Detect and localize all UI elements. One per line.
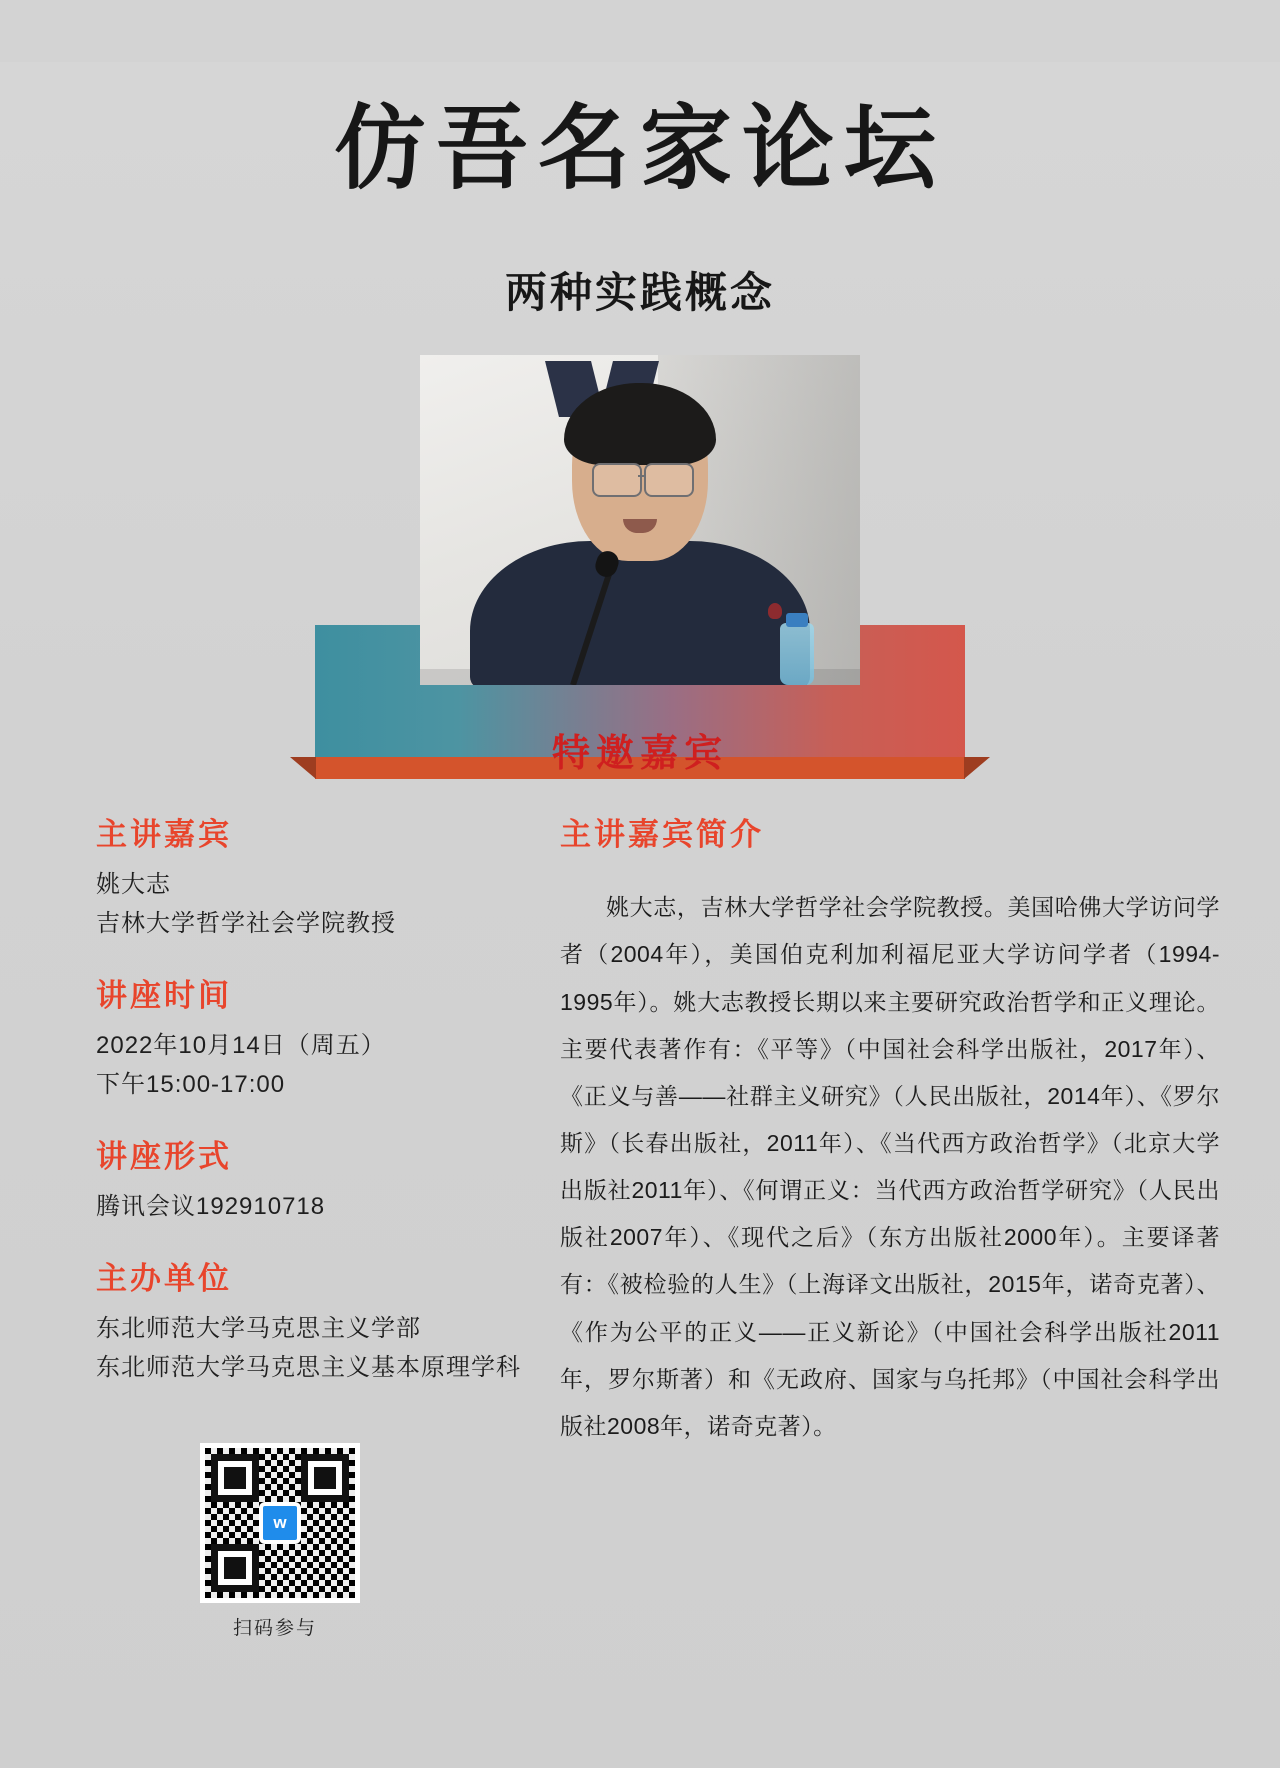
speaker-affiliation: 吉林大学哲学社会学院教授 — [96, 910, 396, 938]
guest-badge: 特邀嘉宾 — [551, 731, 728, 776]
wechat-icon: w — [259, 1502, 301, 1544]
poster-body — [0, 785, 1280, 1640]
qr-eye-top-right — [301, 1454, 349, 1502]
format-heading: 讲座形式 — [96, 1138, 232, 1175]
qr-eye-top-left — [211, 1454, 259, 1502]
bio-column — [560, 803, 1280, 1640]
speaker-photo-area — [0, 355, 1280, 785]
bio-heading: 主讲嘉宾简介 — [560, 817, 764, 854]
qr-code[interactable] — [200, 1443, 360, 1603]
qr-caption: 扫码参与 — [232, 1618, 317, 1640]
time-heading: 讲座时间 — [96, 978, 232, 1015]
lecture-date: 2022年10月14日（周五） — [96, 1032, 386, 1060]
page-title: 仿吾名家论坛 — [333, 93, 946, 202]
organizer-heading: 主办单位 — [96, 1260, 232, 1297]
qr-section — [200, 1443, 350, 1640]
lecture-subtitle: 两种实践概念 — [504, 268, 775, 318]
speaker-heading: 主讲嘉宾 — [96, 817, 232, 854]
info-column — [0, 803, 560, 1640]
organizer-primary: 东北师范大学马克思主义学部 — [96, 1314, 421, 1342]
speaker-name: 姚大志 — [96, 871, 171, 899]
speaker-portrait — [420, 355, 860, 685]
poster-root — [0, 62, 1280, 1768]
organizer-secondary: 东北师范大学马克思主义基本原理学科 — [96, 1353, 521, 1381]
bio-text: 姚大志，吉林大学哲学社会学院教授。美国哈佛大学访问学者（2004年），美国伯克利加利福尼亚大学访问学者（1994-1995年）。姚大志教授长期以来主要研究政治哲学和正义理论。主要代表著作有：《平等》（中国社会科学出版社，2017年）、《正义与善——社群主义研究》（人民出版社，2014年）、《罗尔斯》（长春出版社，2011年）、《当代西方政治哲学》（北京大学出版社2011年）、《何谓正义：当代西方政治哲学研究》（人民出版社2007年）、《现代之后》（东方出版社2000年）。主要译著有：《被检验的人生》（上海译文出版社，2015年，诺奇克著）、《作为公平的正义——正义新论》（中国社会科学出版社2011年，罗尔斯著）和《无政府、国家与乌托邦》（中国社会科学出版社2008年，诺奇克著）。 — [560, 894, 1220, 1439]
meeting-id: 腾讯会议192910718 — [96, 1192, 326, 1220]
lecture-time-range: 下午15:00-17:00 — [96, 1070, 286, 1098]
qr-eye-bottom-left — [211, 1544, 259, 1592]
